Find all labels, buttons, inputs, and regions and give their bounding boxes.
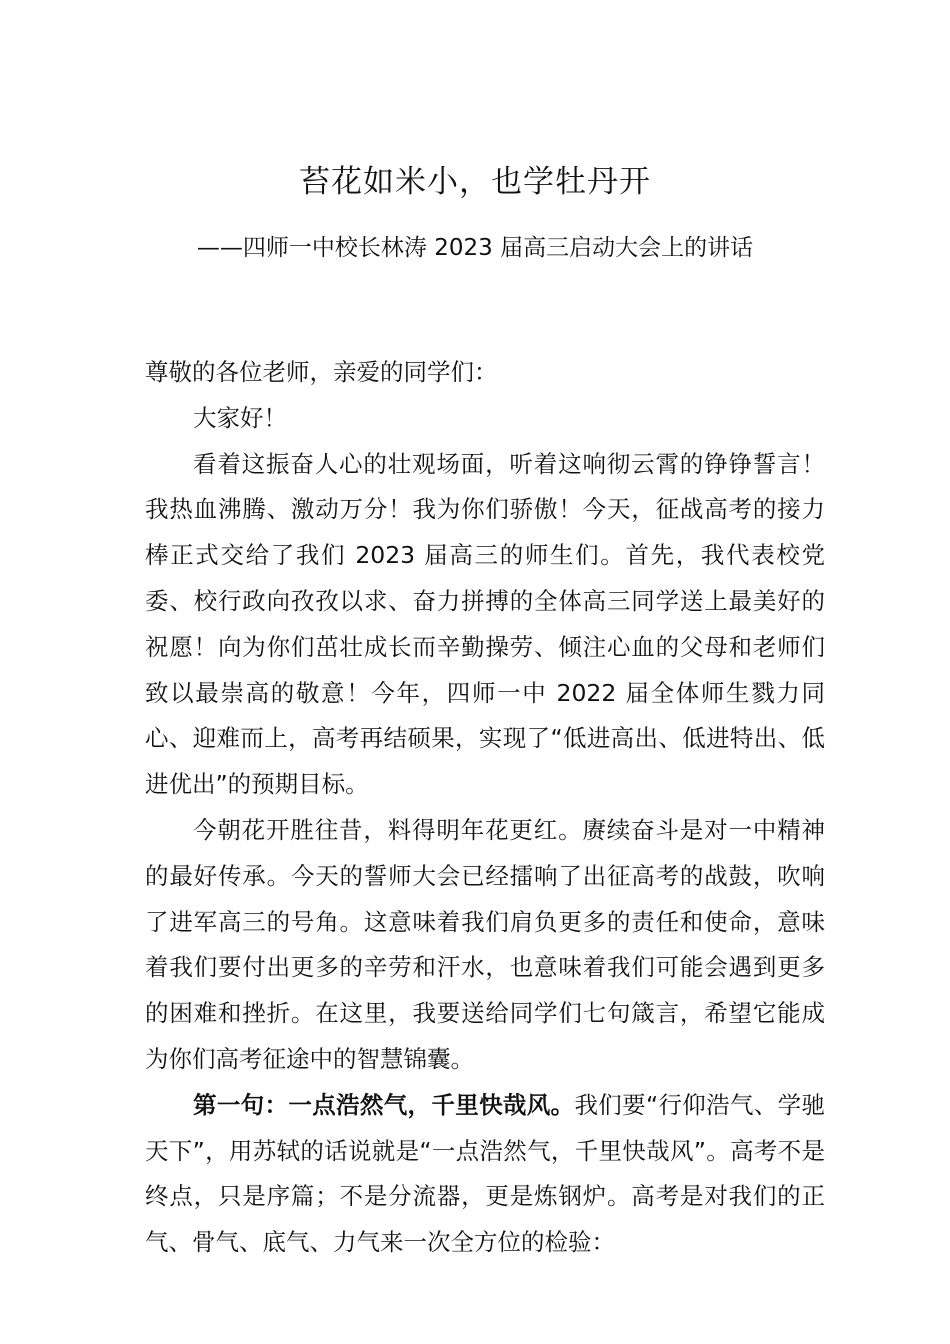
paragraph-2: 今朝花开胜往昔，料得明年花更红。赓续奋斗是对一中精神的最好传承。今天的誓师大会已经擂响了出征高考的战鼓，吹响了进军高三的号角。这意味着我们肩负更多的责任和使命，意味着我们要付出更多的辛劳和汗水，也意味着我们可能会遇到更多的困难和挫折。在这里，我要送给同学们七句箴言，希望它能成为你们高考征途中的智慧锦囊。	[145, 815, 825, 1073]
document-body	[145, 350, 825, 1266]
document-title: 苔花如米小，也学牡丹开	[299, 164, 651, 200]
document-subtitle: ——四师一中校长林涛 2023 届高三启动大会上的讲话	[196, 235, 754, 261]
greeting: 大家好！	[193, 403, 287, 432]
section-1-text: 我们要“行仰浩气、学驰天下”，用苏轼的话说就是“一点浩然气，千里快哉风”。高考不是终点，只是序篇；不是分流器，更是炼钢炉。高考是对我们的正气、骨气、底气、力气来一次全方位的检验：	[145, 1090, 826, 1257]
paragraph-1: 看着这振奋人心的壮观场面，听着这响彻云霄的铮铮誓言！我热血沸腾、激动万分！我为你们骄傲！今天，征战高考的接力棒正式交给了我们 2023 届高三的师生们。首先，我代表校党委、校行政向孜孜以求、奋力拼搏的全体高三同学送上最美好的祝愿！向为你们茁壮成长而辛勤操劳、倾注心血的父母和老师们致以最崇高的敬意！今年，四师一中 2022 届全体师生戮力同心、迎难而上，高考再结硕果，实现了“低进高出、低进特出、低进优出”的预期目标。	[145, 449, 825, 799]
paragraph-3	[145, 1083, 825, 1266]
section-1-heading: 第一句：一点浩然气，千里快哉风。	[193, 1090, 575, 1119]
salutation: 尊敬的各位老师，亲爱的同学们：	[145, 358, 498, 386]
